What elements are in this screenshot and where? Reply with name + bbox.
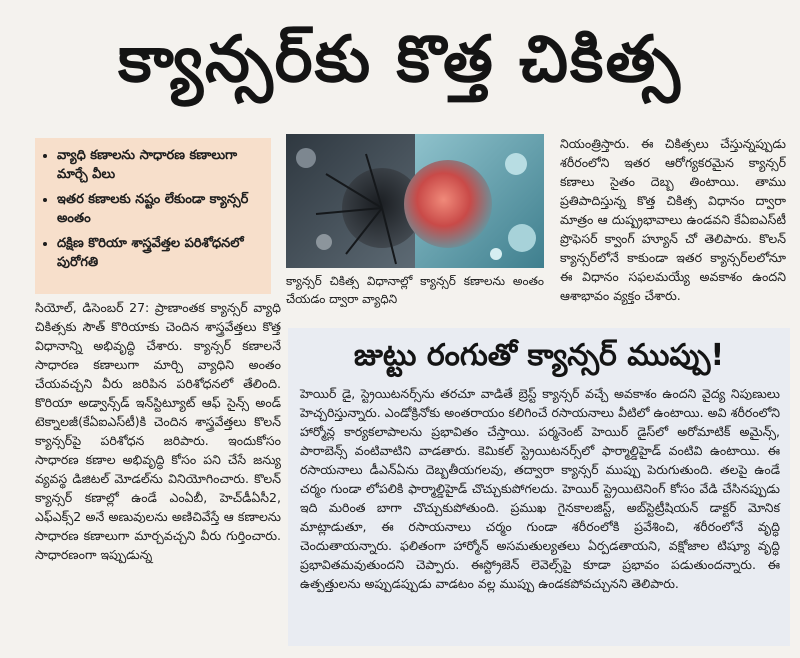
- article-text: నియంత్రిస్తారు. ఈ చికిత్సలు చేస్తున్నప్పుడు శరీరంలోని ఇతర ఆరోగ్యకరమైన క్యాన్సర్ కణాలు సైతం దెబ్బ తింటాయి. తాము ప్రతిపాదిస్తున్న కొత్త చికిత్స విధానం ద్వారా మాత్రం ఆ దుష్ప్రభావాలు ఉండవని కేఏఐఎస్‌టీ ప్రొఫెసర్ క్వాంగ్ హ్యూన్ చో తెలిపారు. కొలన్ క్యాన్సర్‌లోనే కాకుండా ఇతర క్యాన్సర్‌లలోనూ ఈ విధానం సఫలమయ్యే అవకాశం ఉందని ఆశాభావం వ్యక్తం చేశారు.: [560, 136, 786, 303]
- sub-headline: జుట్టు రంగుతో క్యాన్సర్ ముప్పు!: [353, 338, 725, 373]
- article-text: హెయిర్ డై, స్ట్రెయిటనర్స్‌ను తరచూ వాడితే బ్రెస్ట్ క్యాన్సర్ వచ్చే అవకాశం ఉందని వైద్య నిపుణులు హెచ్చరిస్తున్నారు. ఎండోక్రినోకు అంతరాయం కలిగించే రసాయనాలు వీటిలో ఉంటాయి. అవి శరీరంలోని హార్మోన్ల కార్యకలాపాలను ప్రభావితం చేస్తాయి. పర్మనెంట్ హెయిర్ డైస్‌లో అరోమాటిక్ అమైన్స్, పారాబెన్స్ వంటివాటిని వాడతారు. కెమికల్ స్ట్రెయిటనర్స్‌లో ఫార్మాల్డిహైడ్ వంటివి ఉంటాయి. ఈ రసాయనాలు డీఎన్ఏను దెబ్బతీయగలవు, తద్వారా క్యాన్సర్ ముప్పు పెరుగుతుంది. తలపై ఉండే చర్మం గుండా లోపలికి ఫార్మాల్డిహైడ్ చొచ్చుకుపోగలదు. హెయిర్ స్ట్రెయిటెనింగ్ కోసం వేడి చేసినప్పుడు ఇది మరింత బాగా చొచ్చుకుపోతుంది. ప్రముఖ గైనకాలజిస్ట్, అబ్‌స్టెట్రీషియన్ డాక్టర్ మోనిక మాట్లాడుతూ, ఈ రసాయనాలు చర్మం గుండా శరీరంలోకి ప్రవేశించి, శరీరంలోనే వృద్ధి చెందుతాయన్నారు. ఫలితంగా హార్మోన్ అసమతుల్యతలు ఏర్పడతాయని, వక్షోజాల టిష్యూ వృద్ధి ప్రభావితమవుతుందని చెప్పారు. ఈస్ట్రోజెన్ లెవెల్స్‌పై కూడా ప్రభావం పడుతుందన్నారు. ఈ ఉత్పత్తులను అప్పుడప్పుడు వాడటం వల్ల ముప్పు ఉండకపోవచ్చునని తెలిపారు.: [300, 386, 780, 591]
- headline: క్యాన్సర్‌కు కొత్త చికిత్స: [118, 23, 682, 97]
- sub-article-text: [300, 384, 780, 593]
- article-text: సియోల్, డిసెంబర్ 27: ప్రాణాంతక క్యాన్సర్ వ్యాధి చికిత్సకు సౌత్ కొరియాకు చెందిన శాస్త్రవేత్తలు కొత్త విధానాన్ని అభివృద్ధి చేశారు. క్యాన్సర్ కణాలనే సాధారణ కణాలుగా మార్చి వ్యాధిని అంతం చేయవచ్చని వీరు జరిపిన పరిశోధనలో తేలింది. కొరియా అడ్వాన్స్‌డ్ ఇన్‌స్టిట్యూట్ ఆఫ్ సైన్స్ అండ్ టెక్నాలజీ(కేఏఐఎస్‌టీ)కి చెందిన శాస్త్రవేత్తలు కొలన్ క్యాన్సర్‌పై పరిశోధన జరిపారు. ఇందుకోసం సాధారణ కణాల అభివృద్ధి కోసం పని చేసే జన్యు వ్యవస్థ డిజిటల్ మోడల్‌ను వినియోగించారు. కొలన్ క్యాన్సర్ కణాల్లో ఉండే ఎంఏబీ, హెచ్‌డీఏసీ2, ఎఫ్‌ఎక్స్2 అనే అణువులను అణిచివేస్తే ఆ కణాలను సాధారణ కణాలుగా మార్చవచ్చని వీరు గుర్తించారు. సాధారణంగా ఇప్పుడున్న: [35, 300, 281, 562]
- highlight-item: • ఇతర కణాలకు నష్టం లేకుండా క్యాన్సర్ అంతం: [57, 190, 263, 228]
- highlights-box: [35, 138, 271, 294]
- article-column-right: [560, 134, 786, 305]
- cancer-cells-illustration: [286, 134, 544, 268]
- photo-caption: క్యాన్సర్ చికిత్స విధానాల్లో క్యాన్సర్ కణాలను అంతం చేయడం ద్వారా వ్యాధిని: [286, 274, 544, 306]
- cancer-cells-photo: [286, 134, 544, 268]
- highlight-item: • వ్యాధి కణాలను సాధారణ కణాలుగా మార్చే వీలు: [57, 146, 263, 184]
- highlight-item: • దక్షిణ కొరియా శాస్త్రవేత్తల పరిశోధనలో పురోగతి: [57, 234, 263, 272]
- article-column-left: [35, 298, 281, 564]
